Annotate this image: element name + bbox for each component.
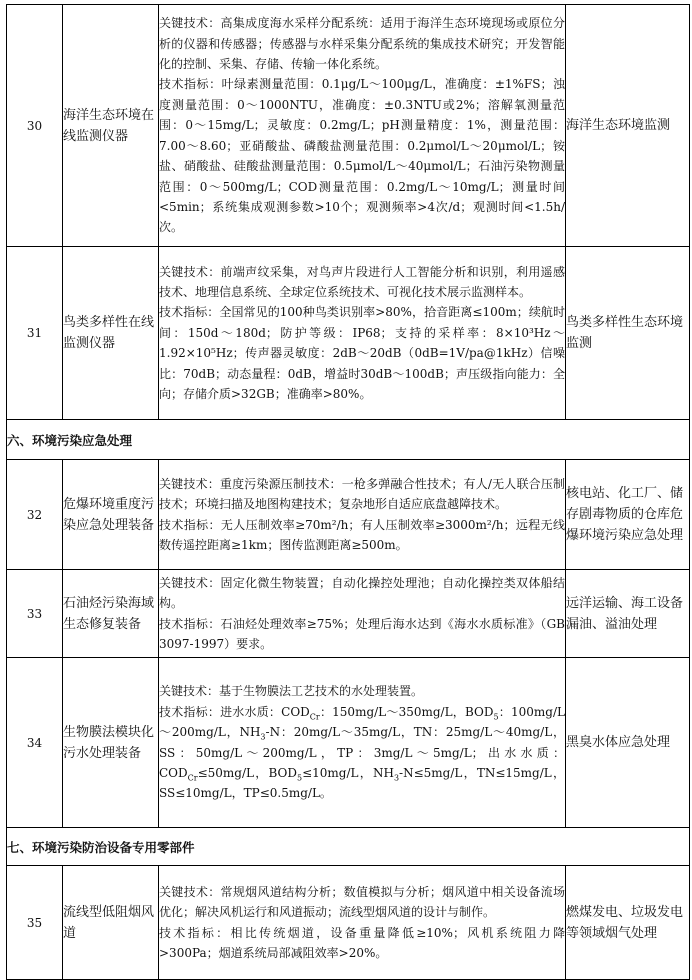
technical-indicators: 技术指标：相比传统烟道，设备重量降低≥10%；风机系统阻力降>300Pa；烟道系统局部减阻效率>20%。 [159, 925, 565, 960]
equipment-description [159, 658, 566, 828]
application-field: 海洋生态环境监测 [566, 5, 690, 247]
equipment-catalog-table [6, 4, 690, 980]
application-field: 黑臭水体应急处理 [566, 658, 690, 828]
equipment-description [159, 247, 566, 420]
technical-indicators: 技术指标：无人压制效率≥70m²/h；有人压制效率≥3000m²/h；远程无线数传遥控距离≥1km；图传监测距离≥500m。 [159, 517, 565, 552]
table-row [7, 247, 690, 420]
equipment-name: 危爆环境重度污染应急处理装备 [63, 460, 159, 570]
equipment-name: 石油烃污染海域生态修复装备 [63, 570, 159, 658]
technical-indicators: 技术指标：叶绿素测量范围：0.1μg/L～100μg/L，准确度：±1%FS；浊度测量范围：0～1000NTU，准确度：±0.3NTU或2%；溶解氧测量范围：0～15mg/L；灵敏度：0.2mg/L；pH测量精度：1%，测量范围：7.00～8.60；亚硝酸盐、磷酸盐测量范围：0.2μmol/L～20μmol/L；铵盐、硝酸盐、硅酸盐测量范围：0.5μmol/L～40μmol/L；石油污染物测量范围：0～500mg/L；COD测量范围：0.2mg/L～10mg/L；测量时间<5min；系统集成观测参数>10个；观测频率>4次/d；观测时间<1.5h/次。 [159, 77, 565, 235]
equipment-name: 流线型低阻烟风道 [63, 866, 159, 980]
row-number: 34 [7, 658, 63, 828]
application-field: 远洋运输、海工设备漏油、溢油处理 [566, 570, 690, 658]
row-number: 32 [7, 460, 63, 570]
equipment-description [159, 570, 566, 658]
row-number: 31 [7, 247, 63, 420]
section-header-row [7, 420, 690, 460]
application-field: 鸟类多样性生态环境监测 [566, 247, 690, 420]
key-technology: 关键技术：常规烟风道结构分析；数值模拟与分析；烟风道中相关设备流场优化；解决风机运行和风道振动；流线型烟风道的设计与制作。 [159, 884, 565, 920]
application-field: 燃煤发电、垃圾发电等领域烟气处理 [566, 866, 690, 980]
key-technology: 关键技术：重度污染源压制技术：一枪多弹融合性技术；有人/无人联合压制技术；环境扫描及地图构建技术；复杂地形自适应底盘越障技术。 [159, 476, 565, 512]
table-row [7, 460, 690, 570]
equipment-description [159, 866, 566, 980]
key-technology: 关键技术：基于生物膜法工艺技术的水处理装置。 [159, 684, 424, 699]
application-field: 核电站、化工厂、储存剧毒物质的仓库危爆环境污染应急处理 [566, 460, 690, 570]
technical-indicators: 技术指标：进水水质：$COD_{Cr}$：150mg/L～350mg/L，$BOD_5$：100mg/L～200mg/L，$NH_3-N$：20mg/L～35mg/L，TN：25mg/L～40mg/L，SS：50mg/L～200mg/L，TP：3mg/L～5mg/L；出水水质：$COD_{Cr}\le 50mg/L$，$BOD_5\le 10mg/L$，$NH_3-N\le 5mg/L$，TN≤15mg/L，SS≤10mg/L，TP≤0.5mg/L。 [159, 704, 565, 801]
technical-indicators: 技术指标：全国常见的100种鸟类识别率>80%，拾音距离≤100m；续航时间：150d～180d；防护等级：IP68；支持的采样率：8×10³Hz～1.92×10⁵Hz；传声器灵敏度：2dB～20dB（0dB=1V/pa@1kHz）信噪比：70dB；动态量程：0dB，增益时30dB～100dB；声压级指向能力：全向；存储介质>32GB；准确率>80%。 [159, 305, 565, 402]
equipment-name: 生物膜法模块化污水处理装备 [63, 658, 159, 828]
row-number: 33 [7, 570, 63, 658]
equipment-name: 鸟类多样性在线监测仪器 [63, 247, 159, 420]
key-technology: 关键技术：固定化微生物装置；自动化操控处理池；自动化操控类双体船结构。 [159, 575, 565, 611]
equipment-description [159, 5, 566, 247]
table-row [7, 5, 690, 247]
section-header-row [7, 828, 690, 866]
equipment-name: 海洋生态环境在线监测仪器 [63, 5, 159, 247]
equipment-description [159, 460, 566, 570]
table-row [7, 570, 690, 658]
section-title: 六、环境污染应急处理 [7, 420, 690, 460]
row-number: 30 [7, 5, 63, 247]
technical-indicators: 技术指标：石油烃处理效率≥75%；处理后海水达到《海水水质标准》（GB 3097-1997）要求。 [159, 616, 565, 651]
key-technology: 关键技术：前端声纹采集，对鸟声片段进行人工智能分析和识别，利用遥感技术、地理信息系统、全球定位系统技术、可视化技术展示监测样本。 [159, 264, 565, 299]
section-title: 七、环境污染防治设备专用零部件 [7, 828, 690, 866]
key-technology: 关键技术：高集成度海水采样分配系统：适用于海洋生态环境现场或原位分析的仪器和传感器；传感器与水样采集分配系统的集成技术研究；开发智能化的控制、采集、存储、传输一体化系统。 [159, 16, 565, 72]
row-number: 35 [7, 866, 63, 980]
table-row [7, 658, 690, 828]
table-row [7, 866, 690, 980]
